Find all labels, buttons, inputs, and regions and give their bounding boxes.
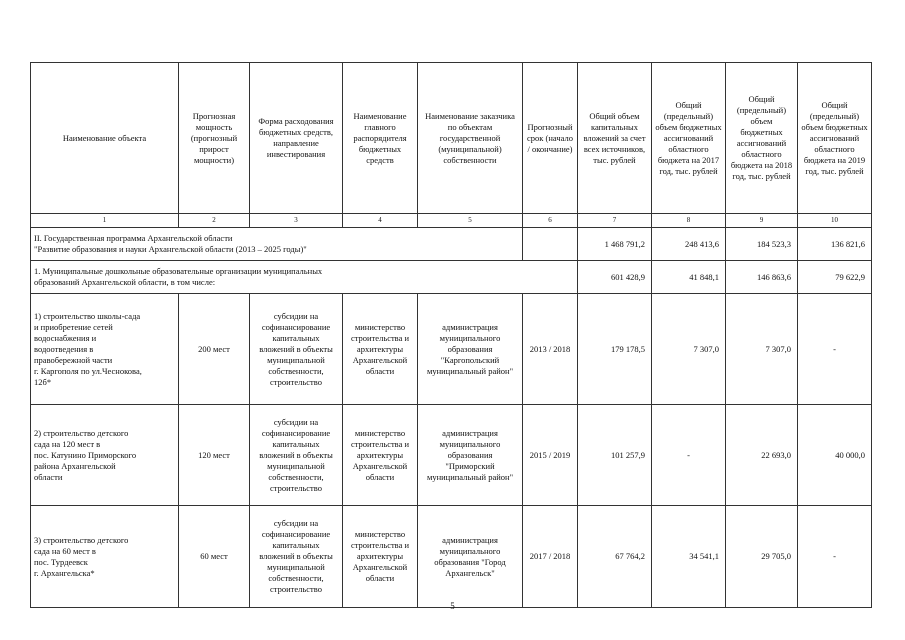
object-name-line: водоснабжения и — [34, 332, 97, 343]
object-name-line: 12б* — [34, 376, 52, 387]
customer-line: муниципальный район" — [426, 471, 514, 482]
funding-form-line: строительство — [270, 584, 322, 594]
funding-form-line: капитальных — [272, 540, 320, 550]
subsection-2019: 79 622,9 — [798, 261, 872, 294]
funding-form-line: строительство — [270, 482, 322, 493]
column-number: 5 — [418, 214, 523, 228]
header-cell: Прогнозный срок (начало / окончание) — [523, 63, 578, 214]
budget-2019: - — [798, 506, 872, 608]
budget-2017: - — [652, 405, 726, 506]
program-total: 1 468 791,2 — [578, 228, 652, 261]
header-cell: Наименование заказчика по объектам государственной (муниципальной) собственности — [418, 63, 523, 214]
customer-line: муниципального — [439, 438, 501, 449]
subsection-title — [31, 261, 578, 294]
column-number: 10 — [798, 214, 872, 228]
customer-line: администрация — [442, 427, 498, 438]
budget-manager — [343, 294, 418, 405]
funding-form-line: собственности, — [268, 365, 324, 376]
budget-manager-line: строительства и — [350, 438, 410, 449]
budget-manager-line: области — [365, 365, 395, 376]
header-row — [31, 63, 872, 214]
funding-form-line: вложений в объекты — [259, 343, 333, 354]
customer — [418, 405, 523, 506]
budget-manager-line: министерство — [354, 529, 406, 539]
column-number: 6 — [523, 214, 578, 228]
customer-line: муниципального — [439, 332, 501, 343]
total-investment: 67 764,2 — [578, 506, 652, 608]
empty-cell — [523, 228, 578, 261]
header-cell: Прогнозная мощность (прогнозный прирост мощности) — [179, 63, 250, 214]
subsection-title-line: образований Архангельской области, в том числе: — [34, 277, 216, 287]
object-name-line: водоотведения в — [34, 343, 94, 354]
customer-line: Архангельск" — [445, 567, 495, 578]
funding-form-line: субсидии на — [273, 310, 319, 321]
column-number: 8 — [652, 214, 726, 228]
header-cell: Форма расходования бюджетных средств, направление инвестирования — [250, 63, 343, 214]
budget-manager-line: области — [365, 471, 395, 482]
funding-form-line: муниципальной — [267, 460, 325, 471]
customer-line: образования — [447, 449, 493, 460]
funding-form-line: субсидии на — [273, 416, 319, 427]
object-name-line: 2) строительство детского — [34, 427, 129, 438]
customer-line: администрация — [442, 321, 498, 332]
budget-2017: 7 307,0 — [652, 294, 726, 405]
column-number: 7 — [578, 214, 652, 228]
budget-2018: 7 307,0 — [726, 294, 798, 405]
budget-manager-line: строительства и — [350, 540, 410, 550]
capital-investment-table — [30, 62, 872, 608]
subsection-2018: 146 863,6 — [726, 261, 798, 294]
total-investment: 179 178,5 — [578, 294, 652, 405]
object-name-line: 1) строительство школы-сада — [34, 310, 141, 321]
program-row — [31, 228, 872, 261]
column-number: 2 — [179, 214, 250, 228]
funding-form-line: вложений в объекты — [259, 449, 333, 460]
subsection-total: 601 428,9 — [578, 261, 652, 294]
header-cell: Общий (предельный) объем бюджетных ассигнований областного бюджета на 2018 год, тыс. рублей — [726, 63, 798, 214]
budget-manager-line: архитектуры — [356, 343, 404, 354]
budget-manager-line: строительства и — [350, 332, 410, 343]
header-cell: Наименование объекта — [31, 63, 179, 214]
header-cell: Общий объем капитальных вложений за счет всех источников, тыс. рублей — [578, 63, 652, 214]
object-name — [31, 506, 179, 608]
program-2017: 248 413,6 — [652, 228, 726, 261]
budget-2019: - — [798, 294, 872, 405]
table-row — [31, 405, 872, 506]
program-title-line: II. Государственная программа Архангельской области — [34, 233, 233, 243]
table-row — [31, 294, 872, 405]
subsection-row — [31, 261, 872, 294]
object-name — [31, 405, 179, 506]
column-number: 4 — [343, 214, 418, 228]
period: 2013 / 2018 — [523, 294, 578, 405]
column-number-row — [31, 214, 872, 228]
program-2019: 136 821,6 — [798, 228, 872, 261]
object-name-line: г. Каргополя по ул.Чеснокова, — [34, 365, 142, 376]
budget-manager-line: министерство — [354, 321, 406, 332]
total-investment: 101 257,9 — [578, 405, 652, 506]
funding-form-line: строительство — [270, 376, 322, 387]
period: 2015 / 2019 — [523, 405, 578, 506]
object-name-line: района Архангельской — [34, 460, 116, 471]
budget-manager — [343, 506, 418, 608]
object-name-line: сада на 60 мест в — [34, 545, 96, 556]
funding-form — [250, 506, 343, 608]
object-name — [31, 294, 179, 405]
budget-manager-line: Архангельской — [352, 460, 408, 471]
customer-line: образования "Город — [434, 556, 506, 567]
header-cell: Общий (предельный) объем бюджетных ассигнований областного бюджета на 2019 год, тыс. рублей — [798, 63, 872, 214]
budget-2017: 34 541,1 — [652, 506, 726, 608]
object-name-line: г. Архангельска* — [34, 567, 95, 578]
column-number: 9 — [726, 214, 798, 228]
funding-form-line: капитальных — [272, 438, 320, 449]
funding-form-line: субсидии на — [273, 518, 319, 528]
funding-form-line: софинансирование — [261, 427, 331, 438]
funding-form — [250, 405, 343, 506]
capacity: 120 мест — [179, 405, 250, 506]
funding-form-line: муниципальной — [267, 562, 325, 572]
capacity: 200 мест — [179, 294, 250, 405]
budget-manager-line: Архангельской — [352, 354, 408, 365]
object-name-line: сада на 120 мест в — [34, 438, 101, 449]
customer-line: "Приморский — [445, 460, 495, 471]
budget-2018: 22 693,0 — [726, 405, 798, 506]
object-name-line: правобережной части — [34, 354, 113, 365]
funding-form-line: софинансирование — [261, 321, 331, 332]
subsection-title-line: 1. Муниципальные дошкольные образовательные организации муниципальных — [34, 266, 323, 276]
column-number: 3 — [250, 214, 343, 228]
customer — [418, 294, 523, 405]
table-row — [31, 506, 872, 608]
program-title-line: "Развитие образования и науки Архангельской области (2013 – 2025 годы)" — [34, 244, 307, 254]
object-name-line: пос. Турдеевск — [34, 556, 88, 567]
page-number: 5 — [450, 601, 455, 611]
customer-line: муниципальный район" — [426, 365, 514, 376]
period: 2017 / 2018 — [523, 506, 578, 608]
header-cell: Наименование главного распорядителя бюджетных средств — [343, 63, 418, 214]
funding-form-line: собственности, — [268, 573, 324, 583]
object-name-line: области — [34, 471, 63, 482]
object-name-line: 3) строительство детского — [34, 534, 129, 545]
subsection-2017: 41 848,1 — [652, 261, 726, 294]
funding-form-line: муниципальной — [267, 354, 325, 365]
customer-line: образования — [447, 343, 493, 354]
budget-manager-line: архитектуры — [356, 449, 404, 460]
budget-manager-line: архитектуры — [356, 551, 404, 561]
budget-manager-line: Архангельской — [352, 562, 408, 572]
column-number: 1 — [31, 214, 179, 228]
budget-manager-line: области — [365, 573, 395, 583]
customer-line: муниципального — [439, 545, 501, 556]
program-2018: 184 523,3 — [726, 228, 798, 261]
budget-manager-line: министерство — [354, 427, 406, 438]
capacity: 60 мест — [179, 506, 250, 608]
header-cell: Общий (предельный) объем бюджетных ассигнований областного бюджета на 2017 год, тыс. рублей — [652, 63, 726, 214]
budget-2018: 29 705,0 — [726, 506, 798, 608]
funding-form-line: вложений в объекты — [259, 551, 333, 561]
funding-form — [250, 294, 343, 405]
customer — [418, 506, 523, 608]
budget-2019: 40 000,0 — [798, 405, 872, 506]
funding-form-line: собственности, — [268, 471, 324, 482]
program-title — [31, 228, 523, 261]
funding-form-line: софинансирование — [261, 529, 331, 539]
budget-manager — [343, 405, 418, 506]
customer-line: администрация — [442, 534, 498, 545]
funding-form-line: капитальных — [272, 332, 320, 343]
customer-line: "Каргопольский — [440, 354, 500, 365]
object-name-line: пос. Катунино Приморского — [34, 449, 137, 460]
object-name-line: и приобретение сетей — [34, 321, 113, 332]
